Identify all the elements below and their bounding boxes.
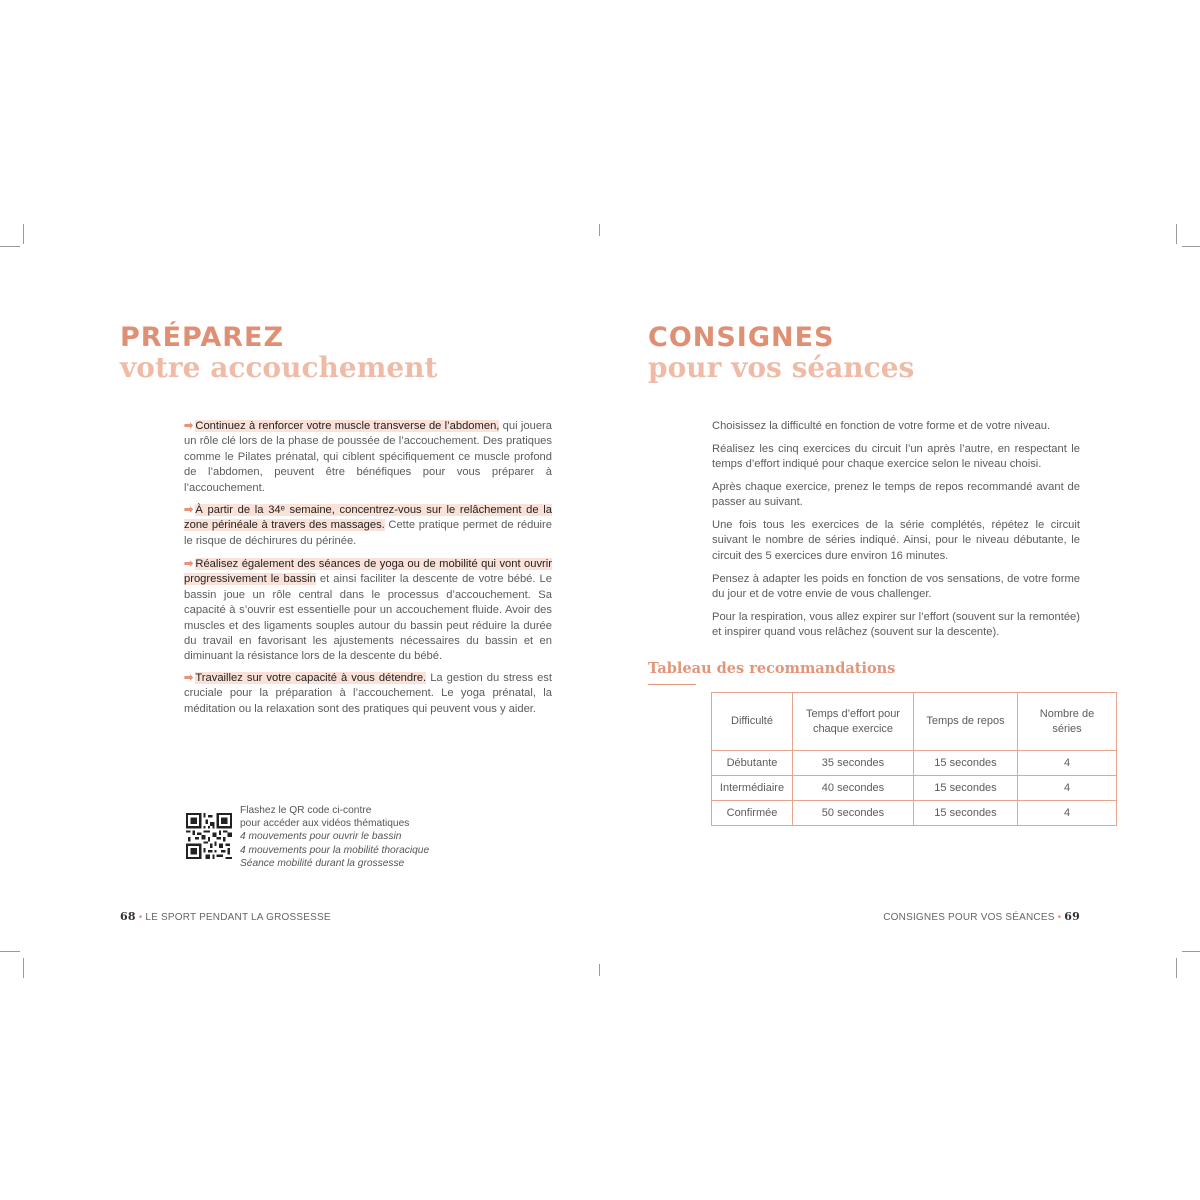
bullet-text: et ainsi faciliter la descente de votre bébé. Le bassin joue un rôle central dans le processus d’accouchement. Sa capacité à s’ouvrir est essentielle pour un accouchement fluide. Avoir des muscles et des ligaments souples autour du bassin peut réduire la durée du travail en favorisant les ajustements nécessaires du bassin et en diminuant la résistance lors de la descente du bébé. [184, 573, 552, 663]
table-header-cell: Nombre de séries [1018, 693, 1117, 751]
table-cell: 15 secondes [914, 801, 1018, 826]
instruction-paragraph: Pensez à adapter les poids en fonction de vos sensations, de votre forme du jour et de votre envie de vous challenger. [712, 573, 1080, 601]
table-row [712, 801, 1117, 826]
qr-caption-line: pour accéder aux vidéos thématiques [240, 818, 410, 830]
table-cell: 4 [1018, 751, 1117, 776]
table-cell: 4 [1018, 801, 1117, 826]
bullet-highlight: Travaillez sur votre capacité à vous détendre. [195, 672, 427, 684]
qr-caption-line: Flashez le QR code ci-contre [240, 805, 372, 816]
table-cell: 35 secondes [793, 751, 914, 776]
arrow-icon: ➡ [184, 420, 194, 432]
qr-caption [240, 804, 429, 870]
table-cell: Débutante [712, 751, 793, 776]
crop-mark [1176, 224, 1177, 244]
table-title-underline [648, 684, 696, 685]
arrow-icon: ➡ [184, 672, 194, 684]
crop-mark [0, 246, 20, 247]
bullet-paragraph [184, 557, 552, 665]
bullet-paragraph [184, 419, 552, 496]
table-cell: 50 secondes [793, 801, 914, 826]
qr-code-icon[interactable] [186, 813, 232, 859]
instruction-paragraph: Une fois tous les exercices de la série complétés, répétez le circuit suivant le nombre de séries indiqué. Ainsi, pour le niveau débutante, le circuit des 5 exercices dure environ 16 minutes. [712, 519, 1080, 562]
page-number: 68 [120, 910, 136, 923]
table-cell: 40 secondes [793, 776, 914, 801]
video-title: 4 mouvements pour ouvrir le bassin [240, 831, 402, 843]
crop-mark [23, 224, 24, 244]
running-title: CONSIGNES POUR VOS SÉANCES [883, 912, 1055, 923]
right-footer [883, 910, 1080, 923]
arrow-icon: ➡ [184, 558, 194, 570]
instruction-paragraph: Choisissez la difficulté en fonction de votre forme et de votre niveau. [712, 420, 1051, 432]
table-header-row [712, 693, 1117, 751]
crop-mark [1176, 958, 1177, 978]
bullet-highlight: Réalisez également des séances de yoga ou de mobilité qui vont ouvrir progressivement le bassin [184, 558, 552, 586]
table-cell: 4 [1018, 776, 1117, 801]
crop-mark [599, 224, 600, 236]
page-number: 69 [1064, 910, 1080, 923]
right-title-main: CONSIGNES [648, 322, 835, 353]
footer-separator: • [138, 912, 143, 923]
left-title-main: PRÉPAREZ [120, 322, 285, 353]
left-footer [120, 910, 331, 923]
instruction-paragraph: Après chaque exercice, prenez le temps de repos recommandé avant de passer au suivant. [712, 481, 1080, 509]
bullet-highlight: À partir de la 34ᵉ semaine, concentrez-vous sur le relâchement de la zone périnéale à travers des massages. [184, 504, 552, 532]
left-title-sub: votre accouchement [120, 351, 438, 384]
running-title: LE SPORT PENDANT LA GROSSESSE [145, 912, 331, 923]
crop-mark [599, 964, 600, 976]
crop-mark [0, 951, 20, 952]
table-cell: 15 secondes [914, 776, 1018, 801]
table-row [712, 751, 1117, 776]
instruction-paragraph: Pour la respiration, vous allez expirer sur l’effort (souvent sur la remontée) et inspirer quand vous relâchez (souvent sur la descente). [712, 611, 1080, 639]
table-header-cell: Difficulté [712, 693, 793, 751]
crop-mark [1182, 246, 1200, 247]
table-cell: Confirmée [712, 801, 793, 826]
bullet-highlight: Continuez à renforcer votre muscle transverse de l’abdomen, [195, 420, 500, 432]
right-title-sub: pour vos séances [648, 351, 915, 384]
bullet-text: La gestion du stress est cruciale pour la préparation à l’accouchement. Le yoga prénatal, la méditation ou la relaxation sont des pratiques qui peuvent vous y aider. [184, 672, 553, 715]
table-header-cell: Temps de repos [914, 693, 1018, 751]
footer-separator: • [1057, 912, 1062, 923]
table-row [712, 776, 1117, 801]
bullet-paragraph [184, 671, 552, 717]
arrow-icon: ➡ [184, 504, 194, 516]
table-cell: 15 secondes [914, 751, 1018, 776]
bullet-text: qui jouera un rôle clé lors de la phase de poussée de l’accouchement. Des pratiques comme le Pilates prénatal, qui ciblent spécifiquement ce muscle profond de l’abdomen, peuvent être bénéfiques pour vous préparer à l’accouchement. [184, 420, 552, 494]
crop-mark [1182, 951, 1200, 952]
table-title: Tableau des recommandations [648, 660, 896, 677]
instruction-paragraph: Réalisez les cinq exercices du circuit l’un après l’autre, en respectant le temps d’effort indiqué pour chaque exercice selon le niveau choisi. [712, 443, 1080, 471]
video-title: Séance mobilité durant la grossesse [240, 857, 405, 869]
table-header-cell: Temps d’effort pour chaque exercice [793, 693, 914, 751]
crop-mark [23, 958, 24, 978]
recommendations-table [711, 692, 1117, 826]
bullet-paragraph [184, 503, 552, 549]
video-title: 4 mouvements pour la mobilité thoracique [240, 844, 430, 856]
table-cell: Intermédiaire [712, 776, 793, 801]
bullet-text: Cette pratique permet de réduire le risque de déchirures du périnée. [184, 519, 552, 547]
